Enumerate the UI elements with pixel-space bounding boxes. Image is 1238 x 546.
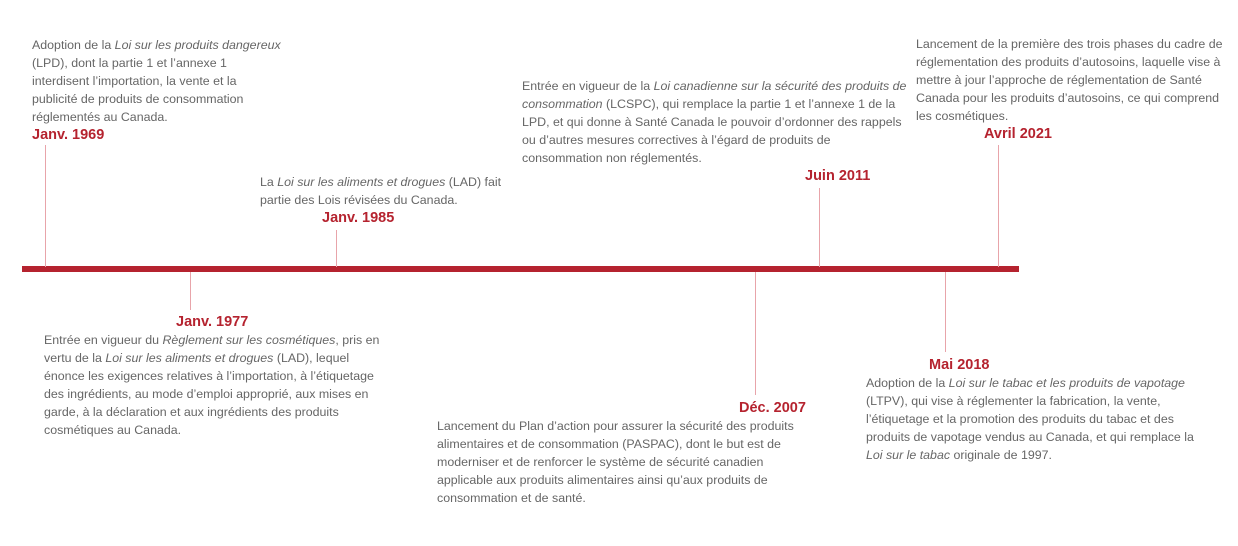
event-description: La Loi sur les aliments et drogues (LAD) fait partie des Lois révisées du Canada.	[260, 175, 502, 207]
tick-2011	[819, 188, 820, 267]
event-date: Janv. 1969	[32, 127, 105, 143]
event-description: Lancement de la première des trois phases du cadre de réglementation des produits d’autosoins, laquelle vise à mettre à jour l’approche de réglementation de Santé Canada pour les produits d’autosoins, ce qui comprend les cosmétiques.	[916, 37, 1223, 123]
event-2007	[437, 399, 822, 507]
tick-2021	[998, 145, 999, 267]
event-date: Mai 2018	[929, 357, 990, 373]
tick-1977	[190, 272, 191, 310]
event-date: Juin 2011	[805, 168, 871, 184]
tick-2018	[945, 272, 946, 352]
event-description: Adoption de la Loi sur le tabac et les produits de vapotage (LTPV), qui vise à réglementer la fabrication, la vente, l’étiquetage et la promotion des produits du tabac et des produits de vapotage vendus au Canada, et qui remplace la Loi sur le tabac originale de 1997.	[866, 376, 1194, 462]
event-2011	[522, 77, 907, 185]
tick-2007	[755, 272, 756, 395]
event-date: Janv. 1985	[322, 210, 395, 226]
event-1985	[260, 173, 510, 227]
event-description: Entrée en vigueur de la Loi canadienne sur la sécurité des produits de consommation (LCSPC), qui remplace la partie 1 et l’annexe 1 de la LPD, et qui donne à Santé Canada le pouvoir d’ordonner des rappels ou d’autres mesures correctives à l’égard de produits de consommation non réglementés.	[522, 79, 907, 165]
event-description: Entrée en vigueur du Règlement sur les cosmétiques, pris en vertu de la Loi sur les aliments et drogues (LAD), lequel énonce les exigences relatives à l’importation, à l’étiquetage des ingrédients, au mode d’emploi approprié, aux mises en garde, à la déclaration et aux ingrédients des produits cosmétiques au Canada.	[44, 333, 380, 437]
event-date: Avril 2021	[984, 126, 1052, 142]
event-1977	[44, 313, 384, 439]
event-1969	[32, 36, 282, 144]
event-date: Janv. 1977	[176, 314, 249, 330]
event-2018	[866, 356, 1206, 464]
timeline-axis	[22, 266, 1019, 272]
tick-1969	[45, 145, 46, 267]
event-date: Déc. 2007	[739, 400, 806, 416]
event-description: Adoption de la Loi sur les produits dangereux (LPD), dont la partie 1 et l’annexe 1 interdisent l’importation, la vente et la publicité de produits de consommation réglementés au Canada.	[32, 38, 281, 124]
tick-1985	[336, 230, 337, 267]
event-description: Lancement du Plan d’action pour assurer la sécurité des produits alimentaires et de consommation (PASPAC), dont le but est de moderniser et de renforcer le système de sécurité canadien applicable aux produits alimentaires ainsi qu’aux produits de consommation et de santé.	[437, 419, 794, 505]
event-2021	[916, 35, 1236, 143]
